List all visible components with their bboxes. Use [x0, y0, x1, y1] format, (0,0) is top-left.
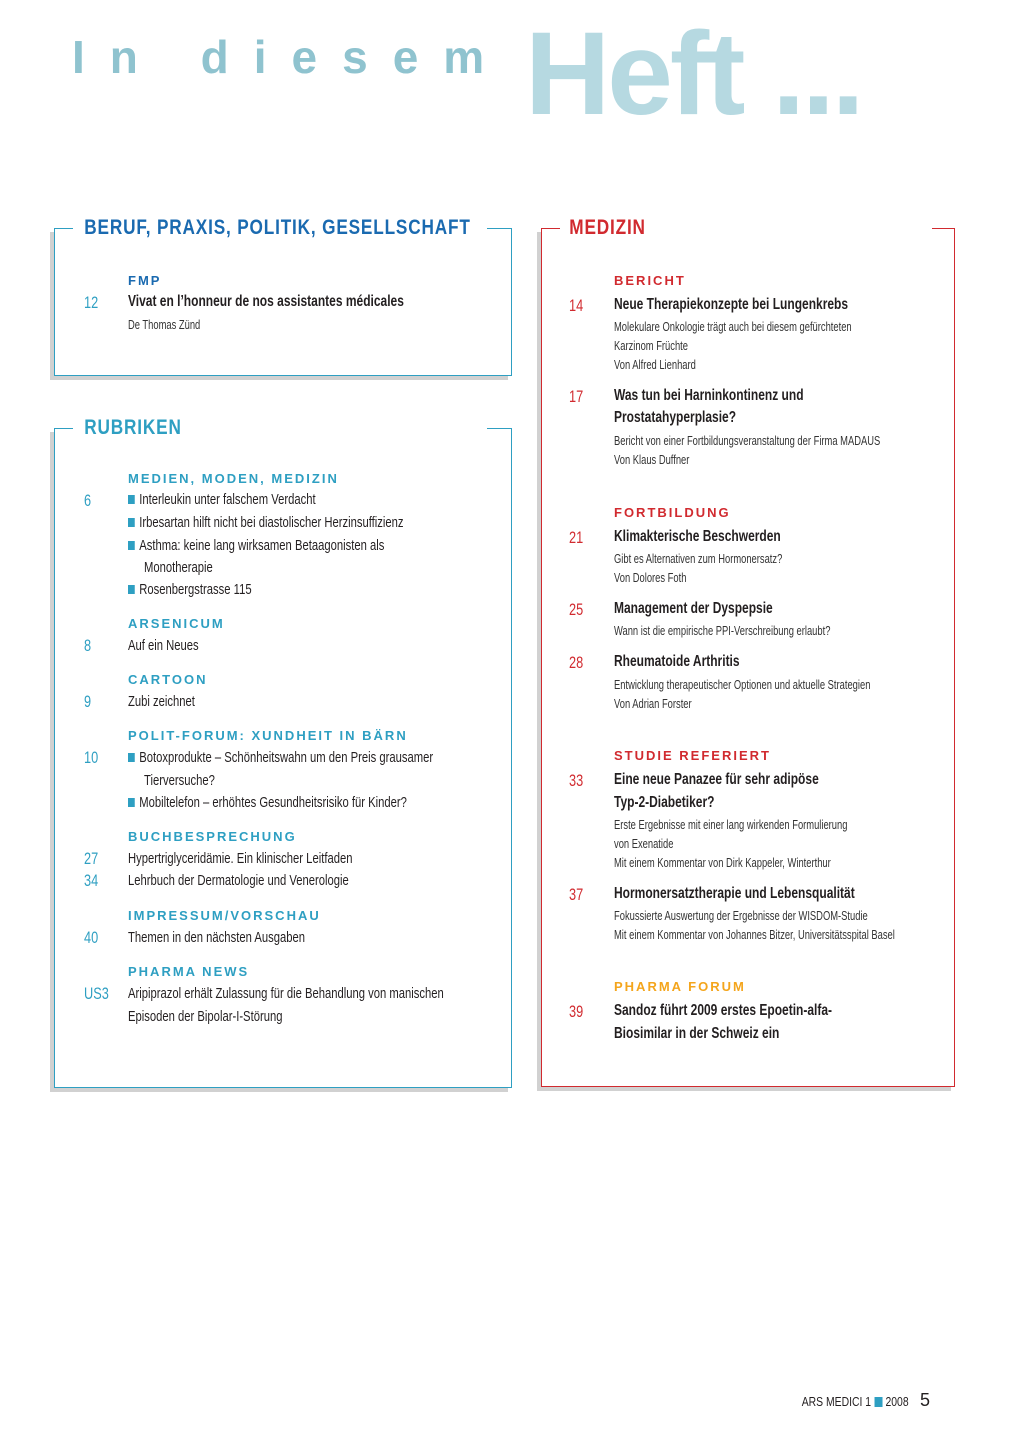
section-title-beruf: BERUF, PRAXIS, POLITIK, GESELLSCHAFT	[81, 216, 474, 240]
list-item-continuation[interactable]: Episoden der Bipolar-I-Störung	[128, 1008, 283, 1025]
category-studie-referiert: STUDIE REFERIERT	[614, 748, 771, 763]
category-cartoon: CARTOON	[128, 672, 208, 687]
category-arsenicum: ARSENICUM	[128, 616, 225, 631]
bullet-icon	[128, 585, 135, 594]
article-title[interactable]: Rheumatoide Arthritis	[614, 653, 740, 670]
article-author: Von Klaus Duffner	[614, 453, 690, 467]
list-item[interactable]: Rosenbergstrasse 115	[128, 581, 252, 598]
article-subtitle: Erste Ergebnisse mit einer lang wirkenden Formulierung	[614, 818, 848, 832]
list-item-continuation[interactable]: Monotherapie	[144, 559, 213, 576]
article-subtitle: von Exenatide	[614, 837, 674, 851]
article-title-continuation[interactable]: Prostatahyperplasie?	[614, 409, 737, 426]
page-number: 40	[84, 928, 99, 947]
list-item[interactable]: Aripiprazol erhält Zulassung für die Behandlung von manischen	[128, 985, 444, 1002]
article-title[interactable]: Management der Dyspepsie	[614, 600, 773, 617]
category-pharma-news: PHARMA NEWS	[128, 964, 250, 979]
list-item[interactable]: Asthma: keine lang wirksamen Betaagonisten als	[128, 537, 384, 554]
page-number: 8	[84, 636, 92, 655]
article-subtitle: Bericht von einer Fortbildungsveranstaltung der Firma MADAUS	[614, 434, 881, 448]
article-author: Mit einem Kommentar von Johannes Bitzer, Universitätsspital Basel	[614, 928, 895, 942]
section-medizin-box	[541, 216, 955, 1087]
list-item-continuation[interactable]: Tierversuche?	[144, 772, 215, 789]
section-title-medizin: MEDIZIN	[566, 216, 649, 240]
list-item[interactable]: Zubi zeichnet	[128, 693, 195, 710]
article-title[interactable]: Eine neue Panazee für sehr adipöse	[614, 771, 819, 788]
page-number: 25	[569, 600, 584, 619]
article-author: Von Alfred Lienhard	[614, 358, 696, 372]
bullet-icon	[128, 541, 135, 550]
bullet-icon	[128, 798, 135, 807]
article-title-continuation[interactable]: Typ-2-Diabetiker?	[614, 794, 715, 811]
page-number: 21	[569, 528, 584, 547]
page-number: 33	[569, 771, 584, 790]
article-subtitle: Molekulare Onkologie trägt auch bei diesem gefürchteten	[614, 320, 852, 334]
category-buchbesprechung: BUCHBESPRECHUNG	[128, 829, 297, 844]
category-fortbildung: FORTBILDUNG	[614, 505, 731, 520]
article-subtitle: Fokussierte Auswertung der Ergebnisse der WISDOM-Studie	[614, 909, 868, 923]
page-number: 28	[569, 653, 584, 672]
article-title[interactable]: Sandoz führt 2009 erstes Epoetin-alfa-	[614, 1002, 833, 1019]
bullet-icon	[128, 518, 135, 527]
article-title[interactable]: Neue Therapiekonzepte bei Lungenkrebs	[614, 296, 849, 313]
header-big-title: Heft ...	[525, 8, 862, 140]
category-impressum: IMPRESSUM/VORSCHAU	[128, 908, 321, 923]
article-author: Von Adrian Forster	[614, 697, 692, 711]
list-item[interactable]: Interleukin unter falschem Verdacht	[128, 491, 316, 508]
category-polit-forum: POLIT-FORUM: XUNDHEIT IN BÄRN	[128, 728, 408, 743]
article-subtitle: Karzinom Früchte	[614, 339, 688, 353]
page-number: 10	[84, 748, 99, 767]
list-item[interactable]: Auf ein Neues	[128, 637, 199, 654]
page-number: 27	[84, 849, 99, 868]
page-number: 37	[569, 885, 584, 904]
footer-square-icon	[875, 1397, 883, 1407]
category-fmp: FMP	[128, 273, 162, 288]
category-bericht: BERICHT	[614, 273, 686, 288]
article-title-continuation[interactable]: Biosimilar in der Schweiz ein	[614, 1025, 780, 1042]
page-number: 34	[84, 871, 99, 890]
article-author: De Thomas Zünd	[128, 318, 201, 332]
page-number: 39	[569, 1002, 584, 1021]
article-title[interactable]: Hormonersatztherapie und Lebensqualität	[614, 885, 855, 902]
list-item[interactable]: Themen in den nächsten Ausgaben	[128, 929, 306, 946]
category-pharma-forum: PHARMA FORUM	[614, 979, 746, 994]
list-item[interactable]: Botoxprodukte – Schönheitswahn um den Preis grausamer	[128, 749, 433, 766]
page-number: 12	[84, 293, 99, 312]
list-item[interactable]: Hypertriglyceridämie. Ein klinischer Leitfaden	[128, 850, 353, 867]
article-subtitle: Entwicklung therapeutischer Optionen und aktuelle Strategien	[614, 678, 871, 692]
category-medien: MEDIEN, MODEN, MEDIZIN	[128, 471, 339, 486]
article-author: Von Dolores Foth	[614, 571, 687, 585]
page-number: US3	[84, 984, 109, 1003]
article-title[interactable]: Was tun bei Harninkontinenz und	[614, 387, 804, 404]
bullet-icon	[128, 753, 135, 762]
list-item[interactable]: Mobiltelefon – erhöhtes Gesundheitsrisiko für Kinder?	[128, 794, 407, 811]
article-subtitle: Wann ist die empirische PPI-Verschreibung erlaubt?	[614, 624, 831, 638]
article-subtitle: Gibt es Alternativen zum Hormonersatz?	[614, 552, 783, 566]
article-author: Mit einem Kommentar von Dirk Kappeler, Winterthur	[614, 856, 831, 870]
page-number: 6	[84, 491, 92, 510]
page-number: 9	[84, 692, 92, 711]
footer-page-number: 5	[919, 1390, 930, 1410]
header-small-title: In diesem	[72, 31, 510, 83]
list-item[interactable]: Lehrbuch der Dermatologie und Venerologie	[128, 872, 349, 889]
article-title[interactable]: Klimakterische Beschwerden	[614, 528, 781, 545]
page-number: 17	[569, 387, 584, 406]
footer-journal: ARS MEDICI 1 2008	[802, 1394, 909, 1409]
section-title-rubriken: RUBRIKEN	[81, 416, 185, 440]
list-item[interactable]: Irbesartan hilft nicht bei diastolischer Herzinsuffizienz	[128, 514, 404, 531]
page-number: 14	[569, 296, 584, 315]
bullet-icon	[128, 495, 135, 504]
article-title[interactable]: Vivat en l’honneur de nos assistantes médicales	[128, 293, 404, 310]
